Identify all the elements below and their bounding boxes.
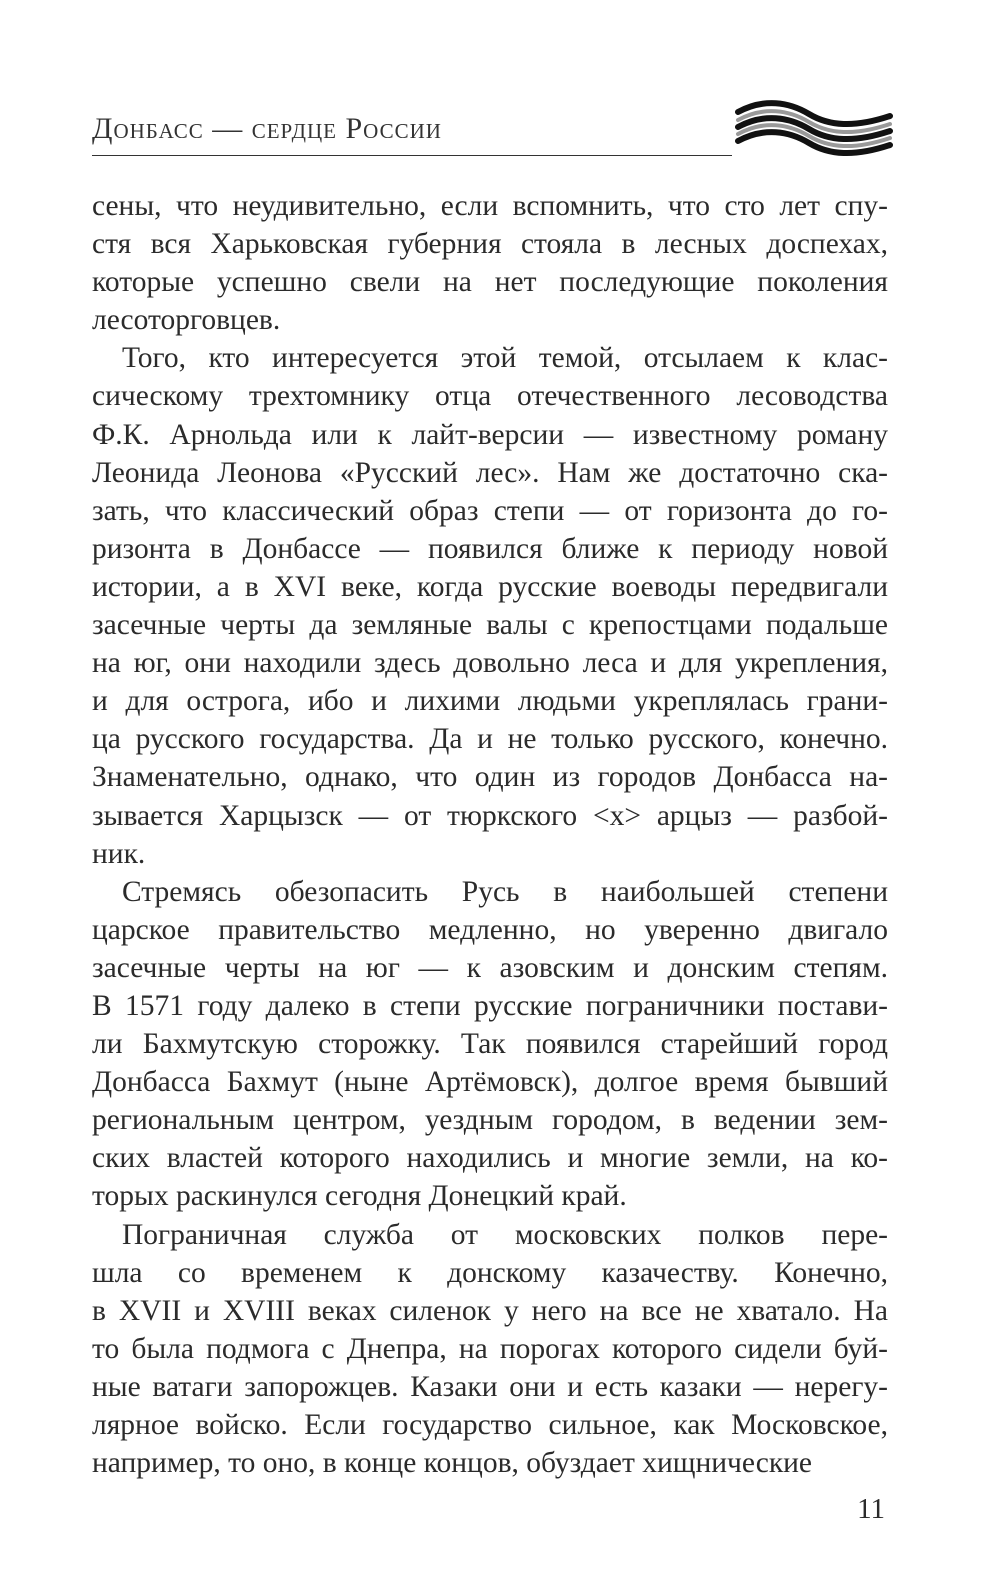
text-line: Того, кто интересуется этой темой, отсылаем к клас-: [122, 342, 888, 375]
text-line: Ф.К. Арнольда или к лайт-версии — известному роману: [92, 418, 888, 451]
text-line: лярное войско. Если государство сильное, как Московское,: [92, 1409, 888, 1441]
text-line: то была подмога с Днепра, на порогах которого сидели буй-: [92, 1332, 888, 1365]
paragraph: [92, 339, 888, 872]
text-line: Стремясь обезопасить Русь в наибольшей степени: [122, 875, 888, 908]
text-line: региональным центром, уездным городом, в ведении зем-: [92, 1104, 888, 1137]
running-header-title: Донбасс — сердце России: [92, 112, 442, 145]
text-line: на юг, они находили здесь довольно леса и для укрепления,: [92, 647, 888, 680]
text-line: лесоторговцев.: [92, 304, 281, 337]
text-line: Донбасса Бахмут (ныне Артёмовск), долгое время бывший: [92, 1066, 888, 1099]
paragraph: [92, 187, 888, 339]
text-line: Леонида Леонова «Русский лес». Нам же достаточно ска-: [92, 456, 888, 489]
text-line: засечные черты на юг — к азовским и донским степям.: [92, 951, 888, 984]
text-line: ные ватаги запорожцев. Казаки они и есть казаки — нерегу-: [92, 1370, 888, 1403]
text-line: В 1571 году далеко в степи русские пограничники постави-: [92, 989, 888, 1022]
running-header: [92, 100, 742, 158]
paragraph: [92, 873, 888, 1216]
text-line: засечные черты да земляные валы с крепостцами подальше: [92, 609, 888, 642]
text-line: стя вся Харьковская губерния стояла в лесных доспехах,: [92, 228, 888, 261]
paragraph: [92, 1216, 888, 1483]
text-line: ник.: [92, 837, 146, 870]
text-line: сены, что неудивительно, если вспомнить, что сто лет спу-: [92, 190, 888, 222]
text-line: зать, что классический образ степи — от горизонта до го-: [92, 494, 888, 527]
text-line: торых раскинулся сегодня Донецкий край.: [92, 1180, 627, 1213]
text-line: ских властей которого находились и многие земли, на ко-: [92, 1142, 888, 1175]
text-line: зывается Харцызск — от тюркского <х> арцыз — разбой-: [92, 799, 888, 832]
header-rule: [92, 155, 732, 156]
text-line: шла со временем к донскому казачеству. Конечно,: [92, 1256, 888, 1289]
text-line: ризонта в Донбассе — появился ближе к периоду новой: [92, 532, 888, 565]
text-line: ца русского государства. Да и не только русского, конечно.: [92, 723, 888, 756]
text-line: Пограничная служба от московских полков пере-: [122, 1218, 888, 1251]
text-line: сическому трехтомнику отца отечественного лесоводства: [92, 380, 888, 413]
body-text: [92, 187, 888, 1482]
text-line: истории, а в XVI веке, когда русские воеводы передвигали: [92, 570, 888, 603]
page-number: 11: [857, 1493, 885, 1525]
text-line: в XVII и XVIII веках силенок у него на все не хватало. На: [92, 1294, 888, 1327]
text-line: Знаменательно, однако, что один из городов Донбасса на-: [92, 761, 888, 794]
text-line: и для острога, ибо и лихими людьми укреплялась грани-: [92, 685, 888, 718]
text-line: ли Бахмутскую сторожку. Так появился старейший город: [92, 1028, 888, 1061]
st-george-ribbon-icon: [734, 92, 894, 164]
text-line: которые успешно свели на нет последующие поколения: [92, 266, 888, 299]
text-line: например, то оно, в конце концов, обуздает хищнические: [92, 1447, 813, 1480]
text-line: царское правительство медленно, но уверенно двигало: [92, 913, 888, 946]
